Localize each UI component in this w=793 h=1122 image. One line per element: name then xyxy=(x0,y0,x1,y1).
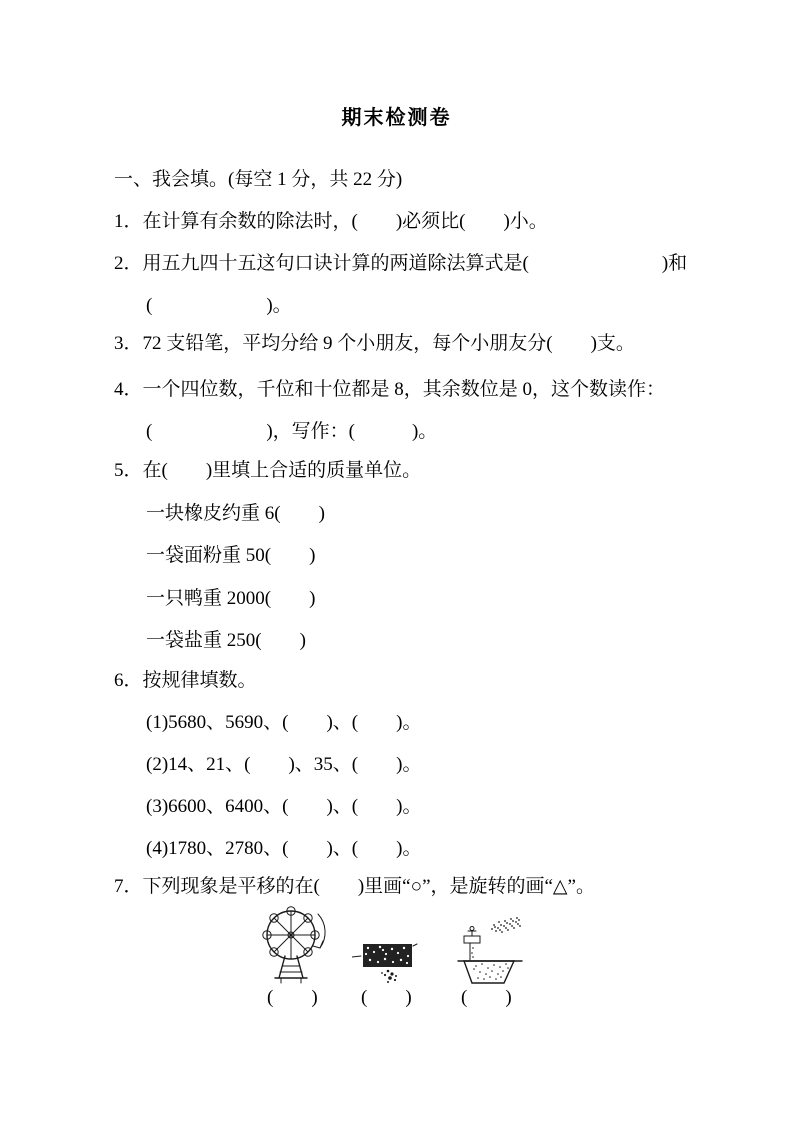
question-4-line-1: 4．一个四位数，千位和十位都是 8，其余数位是 0，这个数读作： xyxy=(114,379,666,400)
sliding-eraser-icon xyxy=(352,940,420,986)
question-6-item-3: (3)6600、6400、( )、( )。 xyxy=(146,796,422,817)
question-7: 7．下列现象是平移的在( )里画“○”，是旋转的画“△”。 xyxy=(114,876,595,897)
question-5-item-2: 一袋面粉重 50( ) xyxy=(146,545,316,566)
q7-figure-ferris-wheel xyxy=(254,906,330,986)
question-4-line-2: ( )，写作：( )。 xyxy=(146,421,438,442)
question-2-line-2: ( )。 xyxy=(146,295,292,316)
exam-title: 期末检测卷 xyxy=(341,107,452,129)
question-2-line-1: 2．用五九四十五这句口诀计算的两道除法算式是( )和 xyxy=(114,253,688,274)
q7-figure-faucet-basin xyxy=(456,916,524,986)
question-3: 3．72 支铅笔，平均分给 9 个小朋友，每个小朋友分( )支。 xyxy=(114,333,635,354)
question-6-item-2: (2)14、21、( )、35、( )。 xyxy=(146,754,422,775)
question-6-item-1: (1)5680、5690、( )、( )。 xyxy=(146,712,422,733)
section-heading: 一、我会填。(每空 1 分，共 22 分) xyxy=(114,169,403,190)
q7-figure-1-answer-blank: ( ) xyxy=(267,987,318,1008)
q7-figure-2-answer-blank: ( ) xyxy=(361,987,412,1008)
question-5-item-4: 一袋盐重 250( ) xyxy=(146,630,306,651)
faucet-basin-icon xyxy=(456,916,524,986)
q7-figure-sliding-eraser xyxy=(352,940,420,986)
question-5-item-3: 一只鸭重 2000( ) xyxy=(146,588,316,609)
question-6-item-4: (4)1780、2780、( )、( )。 xyxy=(146,838,422,859)
ferris-wheel-icon xyxy=(254,906,330,986)
q7-figure-3-answer-blank: ( ) xyxy=(461,987,512,1008)
question-5-item-1: 一块橡皮约重 6( ) xyxy=(146,503,325,524)
question-6: 6．按规律填数。 xyxy=(114,670,257,691)
question-1: 1．在计算有余数的除法时，( )必须比( )小。 xyxy=(114,211,548,232)
question-5: 5．在( )里填上合适的质量单位。 xyxy=(114,460,422,481)
